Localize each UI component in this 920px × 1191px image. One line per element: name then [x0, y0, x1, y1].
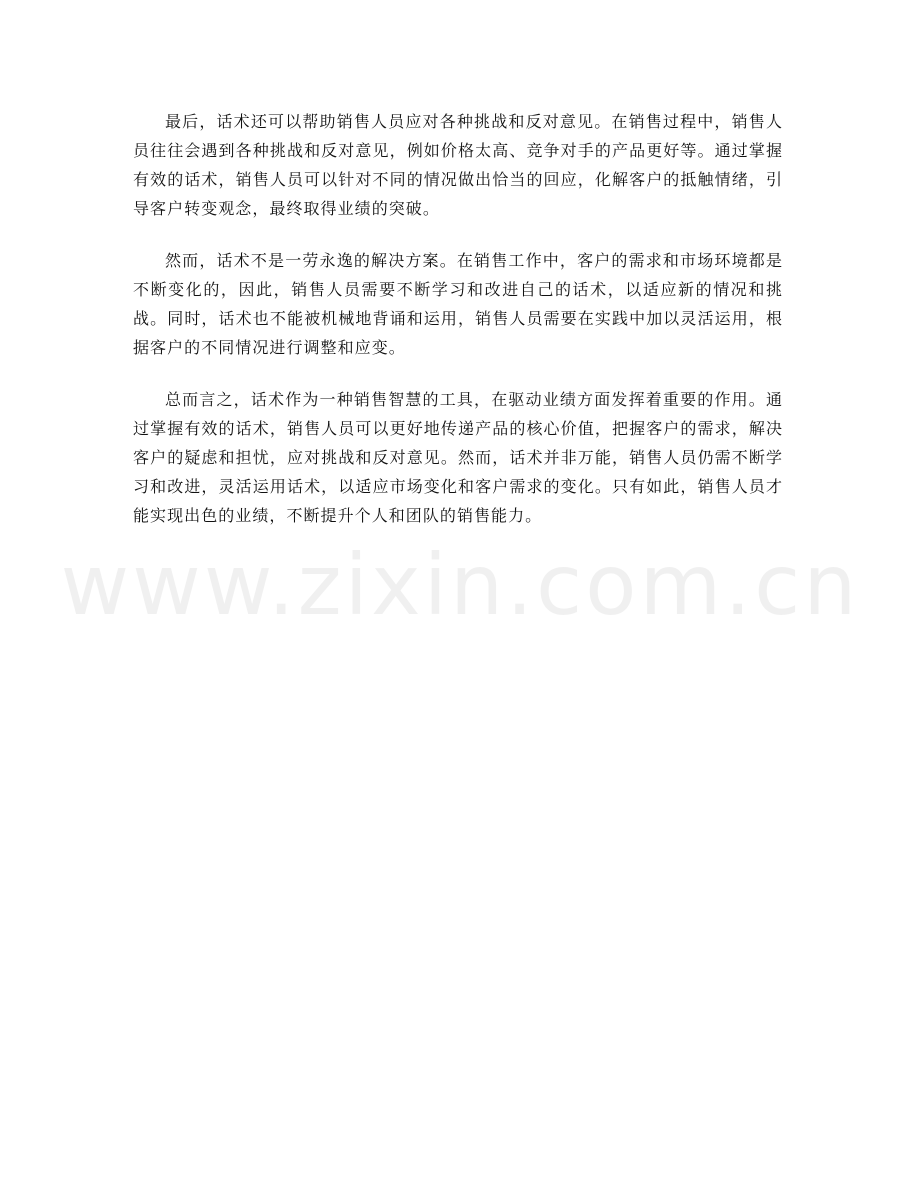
watermark-text: www.zixin.com.cn	[60, 536, 860, 634]
paragraph-3: 总而言之，话术作为一种销售智慧的工具，在驱动业绩方面发挥着重要的作用。通过掌握有效的话术，销售人员可以更好地传递产品的核心价值，把握客户的需求，解决客户的疑虑和担忧，应对挑战和反对意见。然而，话术并非万能，销售人员仍需不断学习和改进，灵活运用话术，以适应市场变化和客户需求的变化。只有如此，销售人员才能实现出色的业绩，不断提升个人和团队的销售能力。	[133, 390, 783, 525]
paragraph-1: 最后，话术还可以帮助销售人员应对各种挑战和反对意见。在销售过程中，销售人员往往会遇到各种挑战和反对意见，例如价格太高、竞争对手的产品更好等。通过掌握有效的话术，销售人员可以针对不同的情况做出恰当的回应，化解客户的抵触情绪，引导客户转变观念，最终取得业绩的突破。	[133, 112, 783, 218]
paragraph-2: 然而，话术不是一劳永逸的解决方案。在销售工作中，客户的需求和市场环境都是不断变化的，因此，销售人员需要不断学习和改进自己的话术，以适应新的情况和挑战。同时，话术也不能被机械地背诵和运用，销售人员需要在实践中加以灵活运用，根据客户的不同情况进行调整和应变。	[133, 251, 783, 357]
document-body	[133, 107, 783, 553]
